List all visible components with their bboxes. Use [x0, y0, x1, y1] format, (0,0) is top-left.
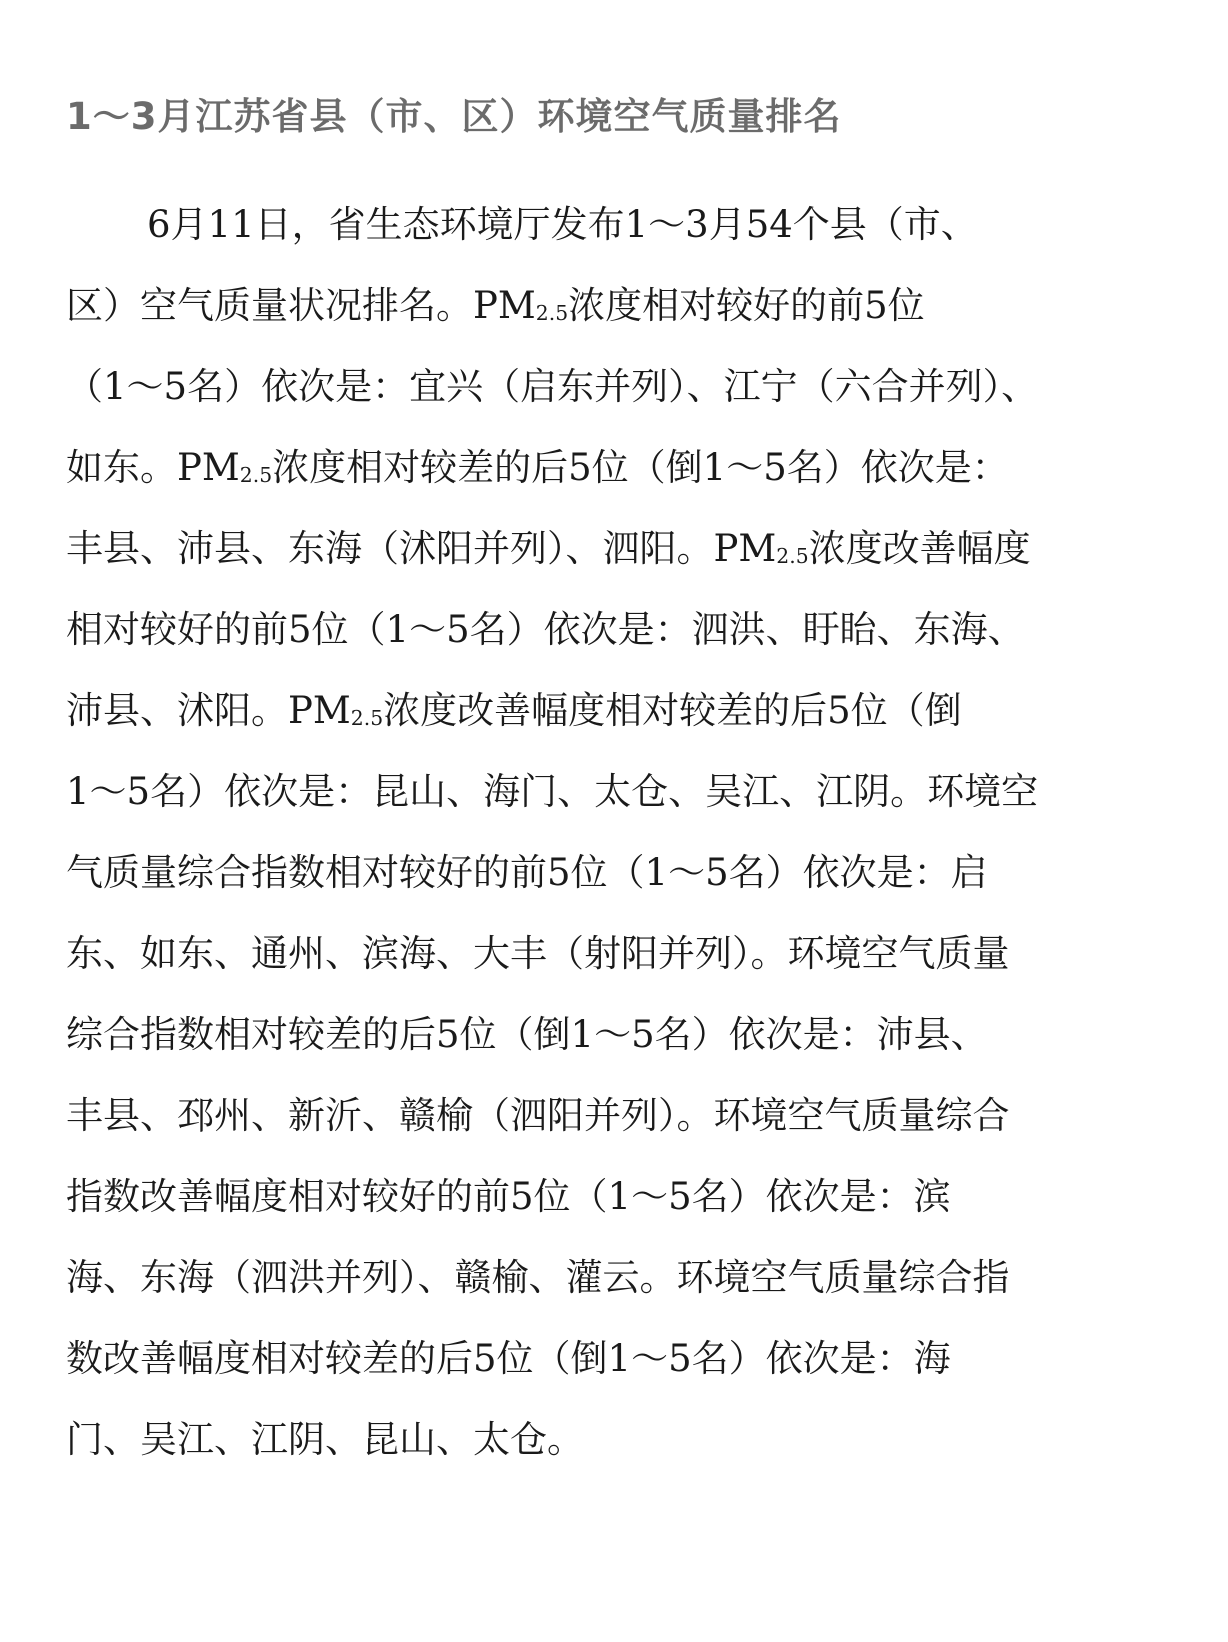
body-line: 区）空气质量状况排名。PM2.5浓度相对较好的前5位 [66, 284, 925, 327]
body-line: 数改善幅度相对较差的后5位（倒1～5名）依次是：海 [66, 1337, 951, 1380]
body-line: 综合指数相对较差的后5位（倒1～5名）依次是：沛县、 [66, 1013, 988, 1056]
body-line: 丰县、邳州、新沂、赣榆（泗阳并列）。环境空气质量综合 [66, 1094, 1010, 1137]
body-line: 海、东海（泗洪并列）、赣榆、灌云。环境空气质量综合指 [66, 1256, 1010, 1299]
body-line: 如东。PM2.5浓度相对较差的后5位（倒1～5名）依次是： [66, 446, 1009, 489]
article-title: 1～3月江苏省县（市、区）环境空气质量排名 [66, 95, 842, 138]
body-line: 丰县、沛县、东海（沭阳并列）、泗阳。PM2.5浓度改善幅度 [66, 527, 1031, 570]
article-body [66, 184, 1146, 1480]
body-line: 东、如东、通州、滨海、大丰（射阳并列）。环境空气质量 [66, 932, 1010, 975]
body-line: 沛县、沭阳。PM2.5浓度改善幅度相对较差的后5位（倒 [66, 689, 962, 732]
body-line: 1～5名）依次是：昆山、海门、太仓、吴江、江阴。环境空 [66, 770, 1039, 813]
body-line: 气质量综合指数相对较好的前5位（1～5名）依次是：启 [66, 851, 988, 894]
body-line: （1～5名）依次是：宜兴（启东并列）、江宁（六合并列）、 [66, 365, 1039, 408]
body-line: 指数改善幅度相对较好的前5位（1～5名）依次是：滨 [66, 1175, 951, 1218]
body-line: 相对较好的前5位（1～5名）依次是：泗洪、盱眙、东海、 [66, 608, 1025, 651]
body-line: 6月11日，省生态环境厅发布1～3月54个县（市、 [147, 203, 978, 246]
body-line: 门、吴江、江阴、昆山、太仓。 [66, 1418, 584, 1461]
